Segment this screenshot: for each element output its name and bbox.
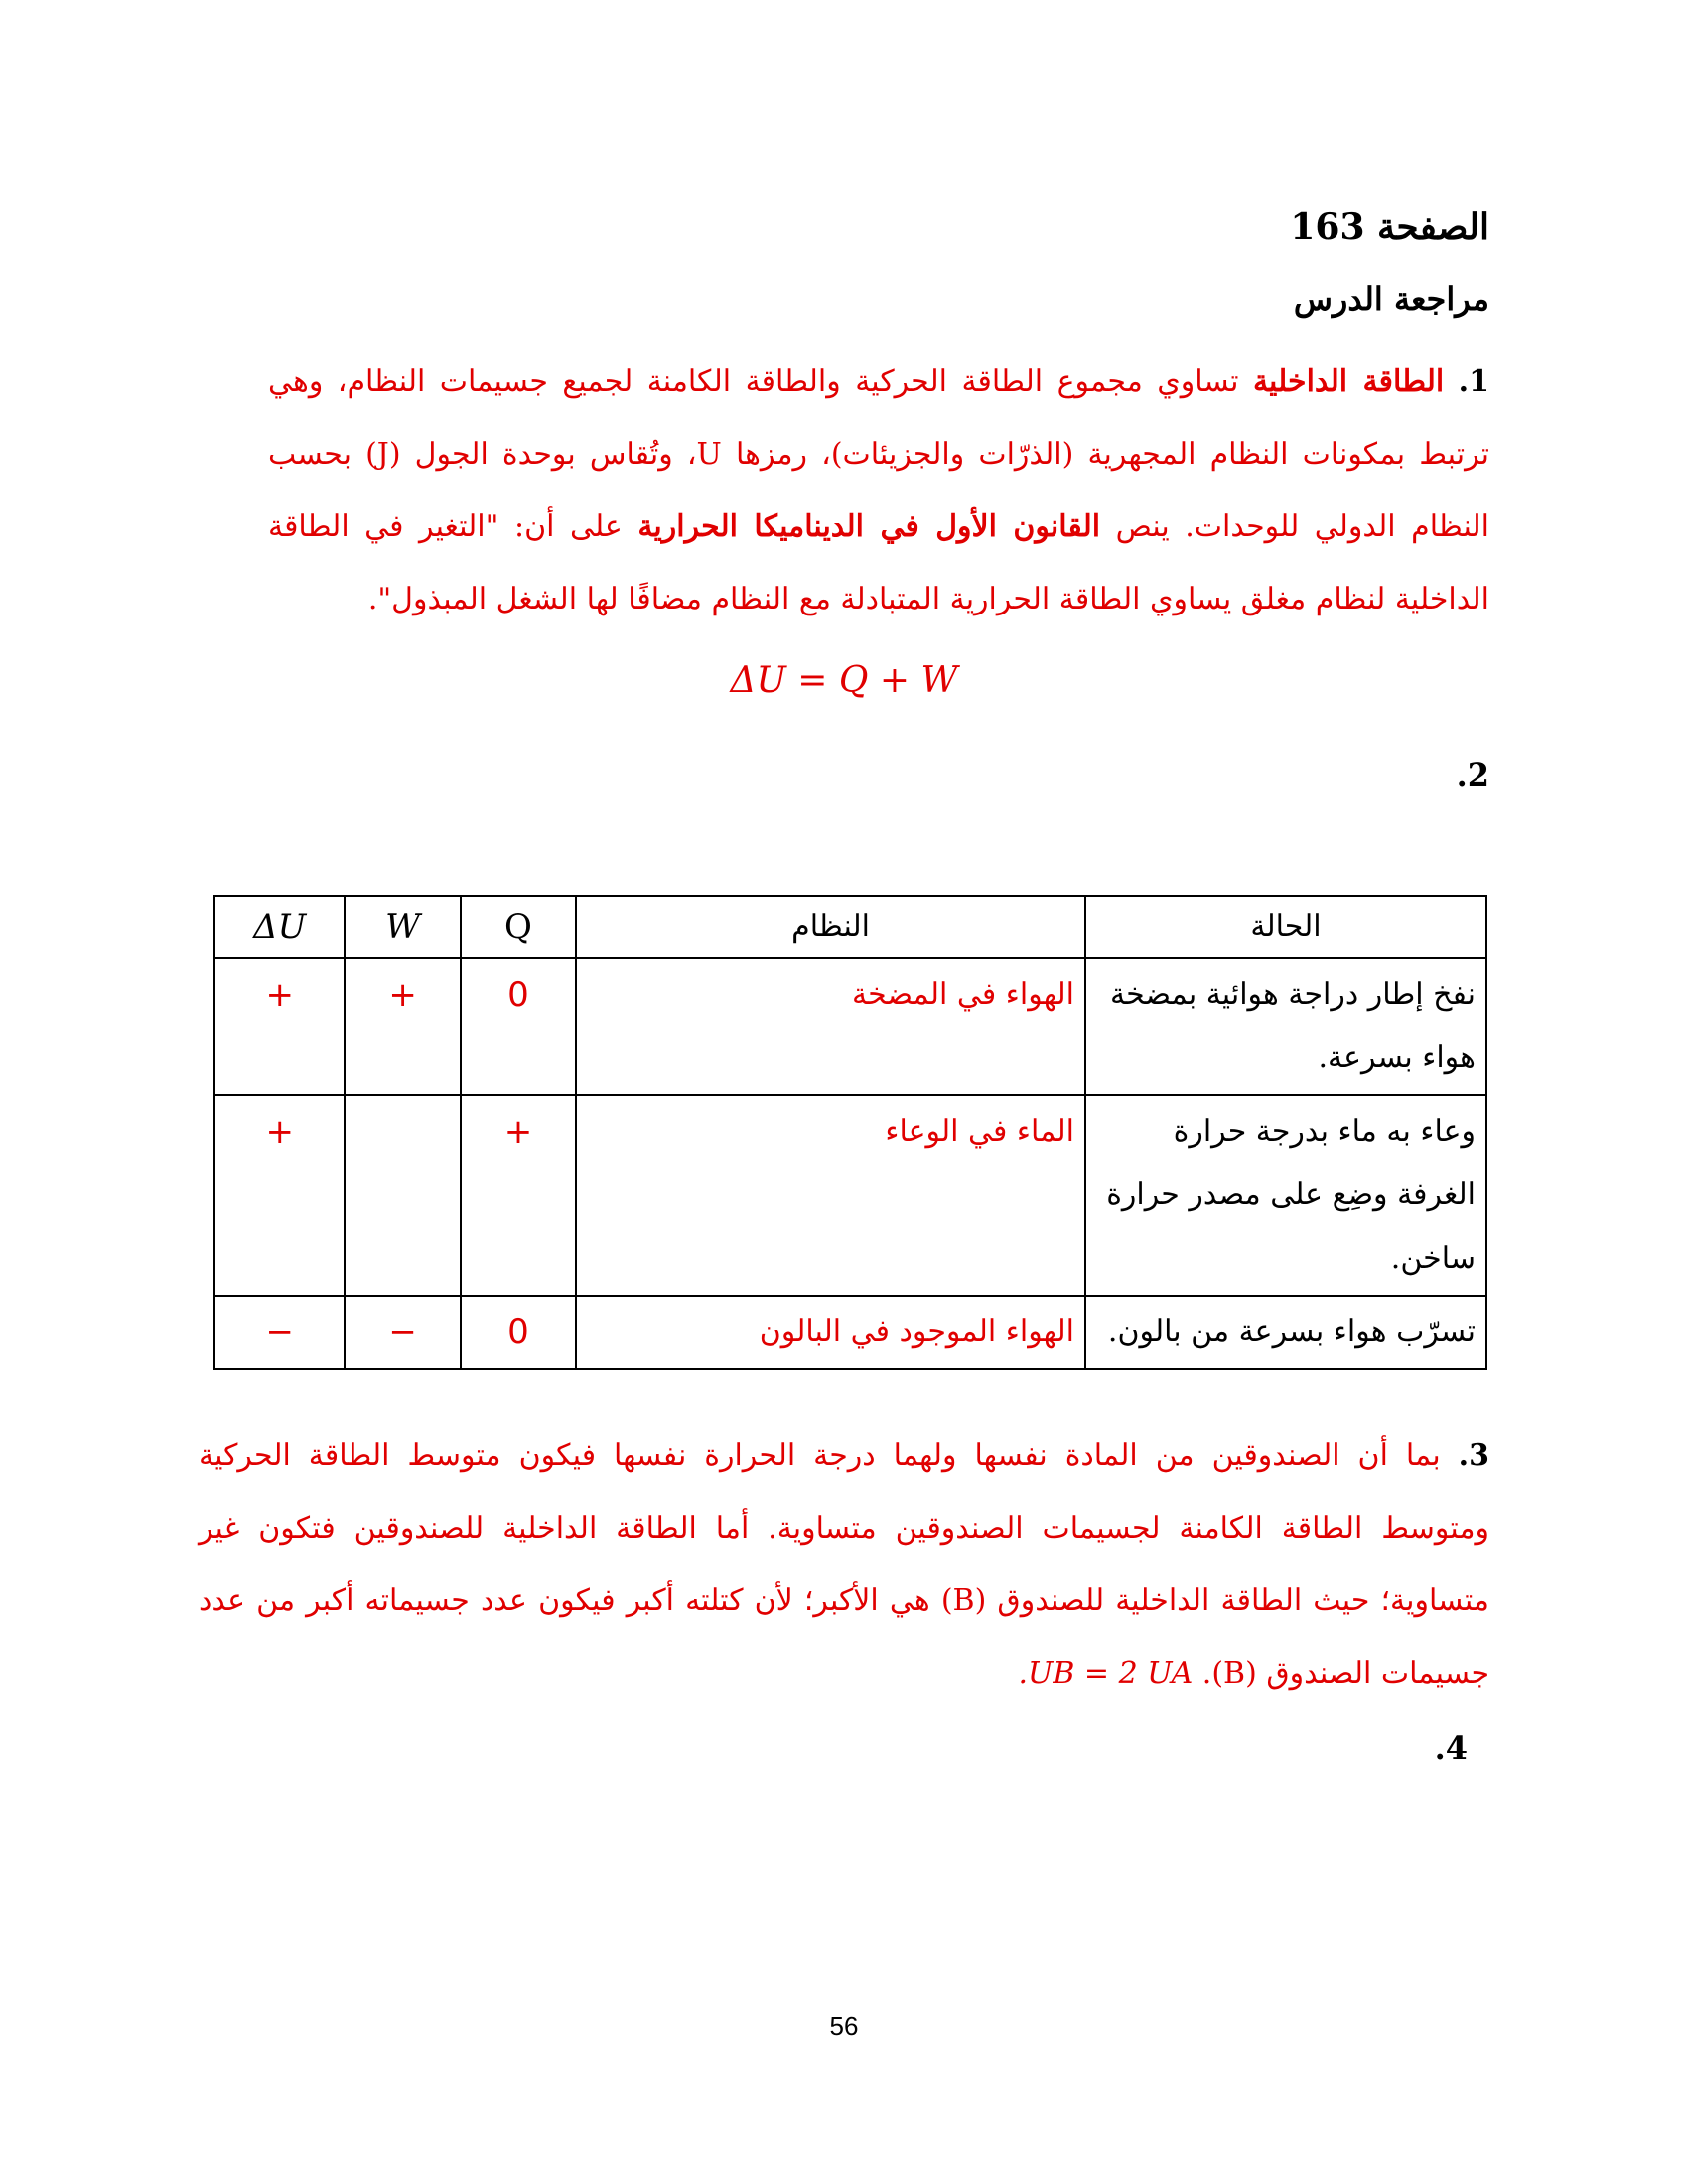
table-row (214, 1095, 1486, 1296)
section-heading: مراجعة الدرس (1293, 280, 1489, 318)
row-3-q: 0 (461, 1296, 576, 1369)
term-internal-energy: الطاقة الداخلية (1252, 364, 1445, 399)
answer-4-number: .4 (1434, 1729, 1468, 1767)
header-w: W (345, 896, 460, 958)
row-3-w: − (345, 1296, 460, 1369)
answer-1-paragraph (268, 345, 1489, 635)
row-2-delta-u: + (214, 1095, 345, 1296)
answer-3-formula: UB = 2 UA. (1018, 1656, 1194, 1691)
row-2-state: وعاء به ماء بدرجة حرارة الغرفة وضِع على مصدر حرارة ساخن. (1085, 1095, 1486, 1296)
header-state: الحالة (1085, 896, 1486, 958)
page-number: 56 (829, 2011, 859, 2041)
answer-1-text-b: على أن: "التغير في الطاقة الداخلية لنظام مغلق يساوي الطاقة الحرارية المتبادلة مع النظام مضافًا لها الشغل المبذول". (268, 509, 1489, 616)
page-heading: الصفحة 163 (1290, 206, 1489, 248)
row-1-delta-u: + (214, 958, 345, 1095)
table-row (214, 958, 1486, 1095)
row-1-w: + (345, 958, 460, 1095)
row-3-system: الهواء الموجود في البالون (576, 1296, 1085, 1369)
table-header-row (214, 896, 1486, 958)
answer-3-text: بما أن الصندوقين من المادة نفسها ولهما درجة الحرارة نفسها فيكون متوسط الطاقة الحركية ومتوسط الطاقة الكامنة لجسيمات الصندوقين متساوية. أما الطاقة الداخلية للصندوقين فتكون غير متساوية؛ حيث الطاقة الداخلية للصندوق (B) هي الأكبر؛ لأن كتلته أكبر فيكون عدد جسيماته أكبر من عدد جسيمات الصندوق (B). (199, 1438, 1490, 1691)
answer-2-number: .2 (1456, 756, 1489, 794)
row-2-system: الماء في الوعاء (576, 1095, 1085, 1296)
answer-1-text-a: تساوي مجموع الطاقة الحركية والطاقة الكامنة لجميع جسيمات النظام، وهي ترتبط بمكونات النظام المجهرية (الذرّات والجزيئات)، رمزها U، وتُقاس بوحدة الجول (J) بحسب النظام الدولي للوحدات. ينص (268, 364, 1489, 544)
answer-3-number: 3. (1458, 1438, 1489, 1473)
row-2-q: + (461, 1095, 576, 1296)
row-3-delta-u: − (214, 1296, 345, 1369)
row-1-state: نفخ إطار دراجة هوائية بمضخة هواء بسرعة. (1085, 958, 1486, 1095)
energy-states-table (213, 895, 1487, 1370)
term-first-law: القانون الأول في الديناميكا الحرارية (637, 509, 1101, 544)
row-3-state: تسرّب هواء بسرعة من بالون. (1085, 1296, 1486, 1369)
header-q: Q (461, 896, 576, 958)
answer-3-paragraph (199, 1420, 1489, 1709)
table-row (214, 1296, 1486, 1369)
row-1-system: الهواء في المضخة (576, 958, 1085, 1095)
header-system: النظام (576, 896, 1085, 958)
row-2-w (345, 1095, 460, 1296)
header-delta-u: ΔU (214, 896, 345, 958)
row-1-q: 0 (461, 958, 576, 1095)
answer-1-number: 1. (1458, 364, 1489, 399)
first-law-equation: ΔU = Q + W (730, 660, 958, 701)
